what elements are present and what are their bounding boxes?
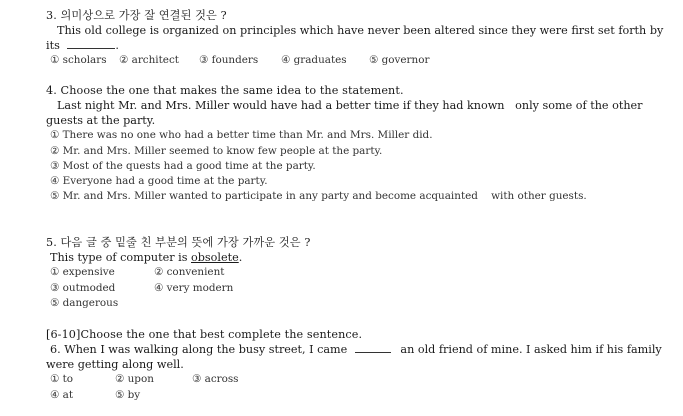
q5-option-3[interactable]: ③ outmoded <box>50 282 116 294</box>
q5-title: 5. 다음 글 중 밑줄 친 부분의 뜻에 가장 가까운 것은 ? <box>46 236 311 249</box>
q5-option-2[interactable]: ② convenient <box>154 266 225 278</box>
q4-title: 4. Choose the one that makes the same idea to the statement. <box>46 84 404 97</box>
q5-option-1[interactable]: ① expensive <box>50 266 115 278</box>
q4-option-5[interactable]: ⑤ Mr. and Mrs. Miller wanted to participate in any party and become acquainted with other guests. <box>50 190 587 202</box>
q6-stem-part-a: 6. When I was walking along the busy street, I came <box>50 343 348 356</box>
q3-option-4[interactable]: ④ graduates <box>281 54 347 66</box>
q5-underlined-word: obsolete <box>191 251 239 264</box>
q6-option-1[interactable]: ① to <box>50 373 74 385</box>
q4-stem-line2: guests at the party. <box>46 114 156 127</box>
q5-stem-suffix: . <box>238 251 243 264</box>
q6-section-header: [6-10]Choose the one that best complete the sentence. <box>46 328 363 341</box>
q5-option-4[interactable]: ④ very modern <box>154 282 234 294</box>
q6-stem-part-b: an old friend of mine. I asked him if his family <box>400 343 662 356</box>
q5-stem-prefix: This type of computer is <box>50 251 188 264</box>
q3-stem-line2 <box>46 38 119 53</box>
q6-option-4[interactable]: ④ at <box>50 389 73 401</box>
q6-stem-line2: were getting along well. <box>46 358 184 371</box>
q6-option-2[interactable]: ② upon <box>115 373 154 385</box>
q4-option-3[interactable]: ③ Most of the quests had a good time at the party. <box>50 160 316 172</box>
q4-option-4[interactable]: ④ Everyone had a good time at the party. <box>50 175 268 187</box>
q5-stem <box>50 250 242 265</box>
q4-stem-line1: Last night Mr. and Mrs. Miller would have had a better time if they had known only some of the other <box>57 99 643 112</box>
q6-stem-line1 <box>50 342 662 357</box>
q3-option-3[interactable]: ③ founders <box>199 54 259 66</box>
q4-option-1[interactable]: ① There was no one who had a better time than Mr. and Mrs. Miller did. <box>50 129 433 141</box>
q3-option-1[interactable]: ① scholars <box>50 54 107 66</box>
q3-stem-line1: This old college is organized on principles which have never been altered since they were first set forth by <box>57 24 664 37</box>
q6-answer-blank <box>355 342 391 353</box>
q3-stem-prefix: its <box>46 39 60 52</box>
q5-option-5[interactable]: ⑤ dangerous <box>50 297 119 309</box>
q3-answer-blank <box>67 38 115 49</box>
q3-stem-end: . <box>115 39 119 52</box>
q4-option-2[interactable]: ② Mr. and Mrs. Miller seemed to know few people at the party. <box>50 145 383 157</box>
q6-option-5[interactable]: ⑤ by <box>115 389 141 401</box>
q3-option-5[interactable]: ⑤ governor <box>369 54 430 66</box>
q3-option-2[interactable]: ② architect <box>119 54 179 66</box>
q3-title: 3. 의미상으로 가장 잘 연결된 것은 ? <box>46 9 227 22</box>
q6-option-3[interactable]: ③ across <box>192 373 239 385</box>
